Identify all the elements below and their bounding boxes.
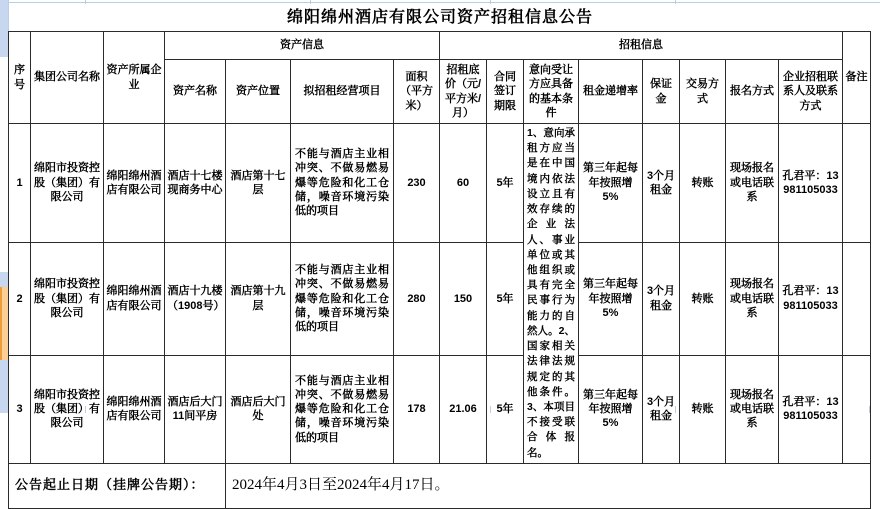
footer-row [9, 463, 871, 508]
r3-rent-increase: 第三年起每年按照增5% [579, 355, 643, 463]
header-area: 面积（平方米） [394, 60, 440, 124]
header-contract-term: 合同签订期限 [487, 60, 524, 124]
sheet-left-edge-strip [0, 0, 8, 413]
header-asset-owner: 资产所属企业 [104, 32, 165, 124]
r1-seq: 1 [9, 124, 31, 243]
r1-group-company: 绵阳市投资控股（集团）有限公司 [31, 124, 104, 243]
header-seq: 序号 [9, 32, 31, 124]
r2-registration-method: 现场报名或电话联系 [726, 242, 779, 355]
r2-base-price: 150 [440, 242, 487, 355]
header-conditions: 意向受让方应具备的基本条件 [524, 60, 579, 124]
sheet-top-gridline [8, 2, 880, 3]
header-rent-increase: 租金递增率 [579, 60, 643, 124]
r3-remarks [843, 355, 871, 463]
r3-contract-term: 5年 [487, 355, 524, 463]
header-asset-name: 资产名称 [165, 60, 226, 124]
merged-conditions-cell: 1、意向承租方应当是在中国境内依法设立且有效存续的企业法人、事业单位或其他组织或具有完全民事行为能力的自然人。2、国家相关法律法规规定的其他条件。3、本项目不接受联合体报名。 [524, 124, 579, 464]
r1-transaction-method: 转账 [680, 124, 726, 243]
header-group-company: 集团公司名称 [31, 32, 104, 124]
header-registration-method: 报名方式 [726, 60, 779, 124]
table-row [9, 355, 871, 463]
r3-group-company: 绵阳市投资控股（集团）有限公司 [31, 355, 104, 463]
announcement-period-label: 公告起止日期（挂牌公告期）： [9, 463, 226, 508]
r3-asset-location: 酒店后大门处 [226, 355, 291, 463]
r1-asset-location: 酒店第十七层 [226, 124, 291, 243]
announcement-period-value: 2024年4月3日至2024年4月17日。 [226, 463, 871, 508]
r3-transaction-method: 转账 [680, 355, 726, 463]
page-title: 绵阳绵州酒店有限公司资产招租信息公告 [286, 9, 593, 26]
r2-asset-name: 酒店十九楼（1908号） [165, 242, 226, 355]
left-strip-blue-mid [0, 272, 8, 287]
table-row [9, 124, 871, 243]
r2-contact: 孔君平：13981105033 [779, 242, 843, 355]
r1-proposed-projects: 不能与酒店主业相冲突、不做易燃易爆等危险和化工仓储，噪音环境污染低的项目 [291, 124, 394, 243]
r2-rent-increase: 第三年起每年按照增5% [579, 242, 643, 355]
rental-announcement-table [8, 31, 871, 509]
left-strip-blue-top [0, 0, 8, 57]
r1-base-price: 60 [440, 124, 487, 243]
r3-proposed-projects: 不能与酒店主业相冲突、不做易燃易爆等危险和化工仓储，噪音环境污染低的项目 [291, 355, 394, 463]
r3-seq: 3 [9, 355, 31, 463]
r2-asset-owner: 绵阳绵州酒店有限公司 [104, 242, 165, 355]
r1-rent-increase: 第三年起每年按照增5% [579, 124, 643, 243]
header-transaction-method: 交易方式 [680, 60, 726, 124]
r2-seq: 2 [9, 242, 31, 355]
left-strip-row3-highlight [0, 287, 8, 360]
header-deposit: 保证金 [643, 60, 680, 124]
r3-asset-name: 酒店后大门11间平房 [165, 355, 226, 463]
r2-remarks [843, 242, 871, 355]
r1-deposit: 3个月租金 [643, 124, 680, 243]
r1-contract-term: 5年 [487, 124, 524, 243]
header-remarks: 备注 [843, 32, 871, 124]
r3-registration-method: 现场报名或电话联系 [726, 355, 779, 463]
header-proposed-projects: 拟招租经营项目 [291, 60, 394, 124]
r1-asset-owner: 绵阳绵州酒店有限公司 [104, 124, 165, 243]
r3-deposit: 3个月租金 [643, 355, 680, 463]
r1-registration-method: 现场报名或电话联系 [726, 124, 779, 243]
r1-remarks [843, 124, 871, 243]
r1-contact: 孔君平：13981105033 [779, 124, 843, 243]
r1-asset-name: 酒店十七楼现商务中心 [165, 124, 226, 243]
r3-base-price: 21.06 [440, 355, 487, 463]
r2-transaction-method: 转账 [680, 242, 726, 355]
r2-contract-term: 5年 [487, 242, 524, 355]
r2-deposit: 3个月租金 [643, 242, 680, 355]
r2-proposed-projects: 不能与酒店主业相冲突、不做易燃易爆等危险和化工仓储，噪音环境污染低的项目 [291, 242, 394, 355]
r1-area: 230 [394, 124, 440, 243]
header-contact: 企业招租联系人及联系方式 [779, 60, 843, 124]
r3-contact: 孔君平：13981105033 [779, 355, 843, 463]
header-group-asset-info: 资产信息 [165, 32, 440, 60]
r2-group-company: 绵阳市投资控股（集团）有限公司 [31, 242, 104, 355]
header-group-rental-info: 招租信息 [440, 32, 843, 60]
header-asset-location: 资产位置 [226, 60, 291, 124]
r2-asset-location: 酒店第十九层 [226, 242, 291, 355]
r2-area: 280 [394, 242, 440, 355]
left-strip-blue-bottom [0, 360, 8, 413]
r3-asset-owner: 绵阳绵州酒店有限公司 [104, 355, 165, 463]
table-row [9, 242, 871, 355]
header-base-price: 招租底价（元/平方米/月） [440, 60, 487, 124]
r3-area: 178 [394, 355, 440, 463]
